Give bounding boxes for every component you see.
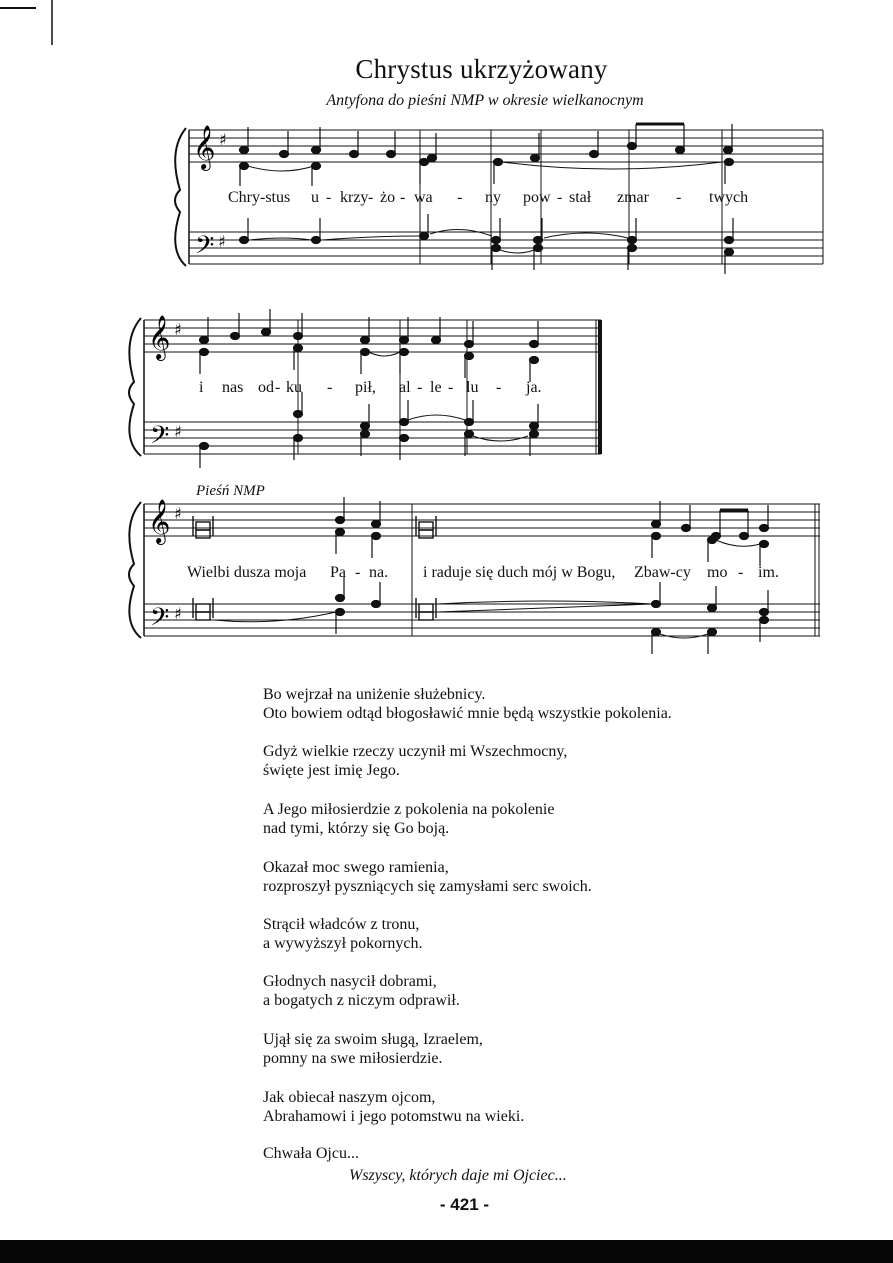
lyric-hyphen: - [676,189,682,206]
verse-line: Okazał moc swego ramienia, [263,859,449,876]
verse-line: święte jest imię Jego. [263,762,400,779]
lyric-hyphen: - [327,379,333,396]
svg-text:♯: ♯ [174,504,182,523]
verse-line: a wywyższył pokornych. [263,935,423,952]
svg-text:♯: ♯ [218,232,226,251]
section-label: Pieśń NMP [196,483,265,499]
verse-7 [263,1030,483,1068]
lyric-syllable: na. [369,564,389,581]
lyric-syllable: twych [709,189,749,206]
verse-line: Ujął się za swoim sługą, Izraelem, [263,1031,483,1048]
verse-8 [263,1088,524,1126]
verse-4 [263,858,592,896]
lyric-hyphen: - [368,189,374,206]
lyric-syllable: ja. [526,379,542,396]
lyric-hyphen: - [496,379,502,396]
lyrics-line-3 [0,564,893,584]
lyric-syllable: żo [380,189,396,206]
lyric-syllable: Pa [330,564,346,581]
lyric-syllable: zmar [617,189,649,206]
svg-text:♯: ♯ [174,320,182,339]
lyric-syllable: mo [707,564,728,581]
lyric-syllable: od [258,379,274,396]
lyric-syllable: nas [222,379,244,396]
verse-line: Jak obiecał naszym ojcom, [263,1089,436,1106]
lyric-hyphen: - [448,379,454,396]
lyric-hyphen: - [400,189,406,206]
lyric-syllable: i [199,379,204,396]
lyric-hyphen: - [738,564,744,581]
lyric-recitation: Wielbi dusza moja [187,564,307,581]
verse-3 [263,800,554,838]
verse-line: Oto bowiem odtąd błogosławić mnie będą wszystkie pokolenia. [263,705,672,722]
lyric-hyphen: - [457,189,463,206]
lyric-syllable: wa [414,189,433,206]
lyric-syllable: pił, [355,379,376,396]
lyric-syllable: ku [286,379,302,396]
doxology: Chwała Ojcu... [263,1145,359,1162]
page-number: - 421 - [439,1195,490,1214]
svg-text:𝄢: 𝄢 [150,421,170,456]
verse-line: Głodnych nasycił dobrami, [263,973,437,990]
svg-text:♯: ♯ [174,422,182,441]
scan-bottom-edge [0,1240,893,1263]
verse-line: pomny na swe miłosierdzie. [263,1050,443,1067]
lyric-syllable: im. [758,564,779,581]
lyric-hyphen: - [355,564,361,581]
verse-line: Bo wejrzał na uniżenie służebnicy. [263,686,486,703]
lyric-syllable: le [430,379,442,396]
svg-text:♯: ♯ [219,130,227,149]
lyric-syllable: krzy [340,189,369,206]
verse-line: nad tymi, którzy się Go boją. [263,820,450,837]
verse-1 [263,685,672,723]
verse-line: a bogatych z niczym odprawił. [263,992,460,1009]
lyric-hyphen: - [326,189,332,206]
lyric-syllable: al [399,379,411,396]
lyric-recitation: i raduje się duch mój w Bogu, [423,564,616,581]
lyric-syllable: stał [569,189,592,206]
svg-text:𝄞: 𝄞 [148,315,171,359]
lyric-syllable: ny [485,189,501,206]
svg-text:♯: ♯ [174,604,182,623]
verse-5 [263,915,423,953]
svg-text:𝄞: 𝄞 [193,125,216,169]
lyric-syllable: lu [466,379,479,396]
svg-text:𝄞: 𝄞 [148,499,171,543]
lyric-hyphen: - [275,379,281,396]
verse-line: rozproszył pyszniących się zamysłami serc swoich. [263,878,592,895]
doxology-continuation: Wszyscy, których daje mi Ojciec... [349,1167,567,1184]
verse-line: Strącił władców z tronu, [263,916,420,933]
svg-text:𝄢: 𝄢 [195,231,215,266]
lyric-hyphen: - [557,189,563,206]
lyric-hyphen: - [417,379,423,396]
lyric-syllable: Chry-stus [228,189,291,206]
lyric-syllable: u [311,189,319,206]
lyric-syllable: pow [523,189,551,206]
verse-line: A Jego miłosierdzie z pokolenia na pokolenie [263,801,555,818]
verse-line: Gdyż wielkie rzeczy uczynił mi Wszechmocny, [263,743,568,760]
verse-2 [263,742,567,780]
lyric-syllable: Zbaw-cy [634,564,691,581]
page-title: Chrystus ukrzyżowany [355,54,608,84]
svg-text:𝄢: 𝄢 [150,603,170,638]
verse-line: Abrahamowi i jego potomstwu na wieki. [263,1108,525,1125]
verse-6 [263,972,460,1010]
page-subtitle: Antyfona do pieśni NMP w okresie wielkanocnym [326,92,644,109]
